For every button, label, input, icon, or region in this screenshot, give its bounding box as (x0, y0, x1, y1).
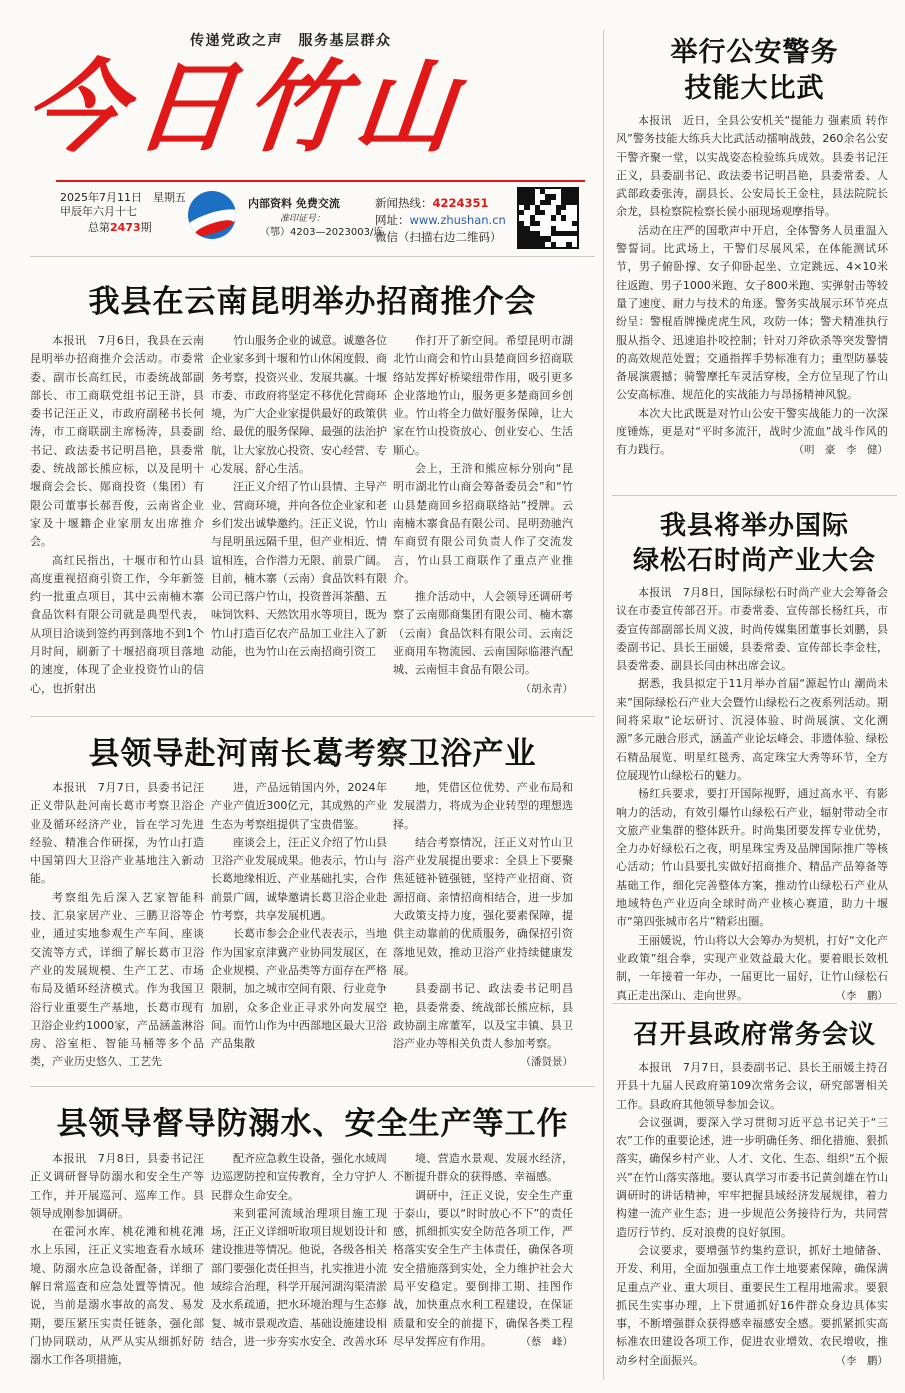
divider (30, 1086, 595, 1087)
article-2-title: 县领导赴河南长葛考察卫浴产业 (88, 736, 537, 772)
divider (30, 256, 595, 257)
news-hotline: 新闻热线：4224351 (375, 196, 489, 210)
article-2-col-2 (211, 779, 387, 1053)
website[interactable]: 网址：www.zhushan.cn (375, 213, 506, 227)
right-article-3-body (616, 1059, 888, 1370)
masthead-rule (56, 180, 585, 182)
paragraph: 座谈会上，汪正义介绍了竹山县卫浴产业发展成果。他表示，竹山与长葛地缘相近、产业基础扎实，合作前景广阔，诚挚邀请长葛卫浴企业赴竹考察，共享发展机遇。 (211, 835, 387, 923)
paragraph: 高红民指出，十堰市和竹山县高度重视招商引资工作，今年新签约一批重点项目，其中云南楠木寨食品饮料有限公司就是典型代表，从项目洽谈到签约再到落地不到1个月时间，刷新了十堰招商项目落地的速度，体现了企业投资竹山的信心，也折射出 (30, 553, 204, 695)
paragraph: 本报讯 近日，全县公安机关“提能力 强素质 转作风”警务技能大练兵大比武活动擂响战鼓，260余名公安干警齐聚一堂，以实战姿态检验练兵成效。县委书记汪正义，县委副书记、政法委书记明昌艳，县委常委、人武部政委张涛，副县长、公安局长王金柱，县法院院长余龙，县检察院检察长侯小丽现场观摩指导。 (616, 114, 888, 219)
divider (612, 495, 897, 496)
permit-number: （鄂）4203—2023003/连 (260, 227, 384, 238)
paragraph: 结合考察情况，汪正义对竹山卫浴产业发展提出要求：全县上下要聚焦延链补链强链，坚持产业招商、资源招商、亲情招商相结合，进一步加大政策支持力度，强化要素保障，提供主动靠前的优质服务，确保招引资落地见效，推动卫浴产业持续健康发展。 (393, 835, 573, 977)
column-divider (603, 30, 604, 1380)
paragraph: 本次大比武既是对竹山公安干警实战能力的一次深度锤炼，更是对“平时多流汗，战时少流血”战斗作风的有力践行。 （明 豪 李 健） (616, 405, 888, 460)
paragraph: 本报讯 7月7日，县委副书记、县长王丽媛主持召开县十九届人民政府第109次常务会议，研究部署相关工作。县政府其他领导参加会议。 (616, 1061, 888, 1111)
issue-lunar-date: 甲辰年六月十七 (60, 205, 137, 218)
masthead-logo-title: 今日竹山 (18, 48, 472, 166)
article-3-col-3 (393, 1150, 573, 1351)
article-2-col-1 (30, 779, 204, 1072)
paragraph: 据悉，我县拟定于11月举办首届“源起竹山 潮尚未来”国际绿松石产业大会暨竹山绿松石之夜系列活动。期间将采取“论坛研讨、沉浸体验、时尚展演、文化溯源”多元融合形式，涵盖产业论坛峰会、非遗体验、绿松石精品展览、明星红毯秀、高定珠宝大秀等环节，全方位展现竹山绿松石的魅力。 (616, 677, 888, 782)
article-3-col-2 (211, 1150, 387, 1351)
wechat-label: 微信（扫描右边二维码） (375, 230, 502, 244)
paragraph: 本报讯 7月6日，我县在云南昆明举办招商推介会活动。市委常委、副市长高红民，市委统战部副部长、市工商联党组书记王浒，县委书记汪正义，市政府副秘书长何涛，市工商联副主席杨涛，县委副书记、政法委书记明昌艳，县委常委、统战部长熊应标，以及昆明十堰商会会长、郧商投资（集团）有限公司董事长郝吾俊，云南省企业家及十堰籍企业家朋友出席推介会。 (30, 334, 204, 549)
right-article-1-body (616, 112, 888, 460)
paragraph: 境、营造水景观、发展水经济，不断提升群众的获得感、幸福感。 (393, 1152, 573, 1184)
paragraph: 县委副书记、政法委书记明昌艳，县委常委、统战部长熊应标，县政协副主席董军，以及宝丰镇、县卫浴产业办等相关负责人参加考察。 （潘贤景） (393, 980, 573, 1053)
right-article-1-title-line-1: 举行公安警务 (670, 37, 839, 68)
internal-material-label: 内部资料 免费交流 (248, 197, 340, 210)
divider (612, 1003, 897, 1004)
byline: （潘贤景） (520, 1056, 573, 1069)
article-3-title: 县领导督导防溺水、安全生产等工作 (56, 1106, 569, 1142)
issue-number-value: 2473 (110, 221, 141, 234)
article-1-col-1 (30, 332, 204, 698)
right-article-2-body (616, 584, 888, 1005)
paragraph: 杨红兵要求，要打开国际视野，通过高水平、有影响力的活动，有效引爆竹山绿松石产业，辐射带动全市文旅产业集群的整体跃升。时尚集团要发挥专业优势，全力办好绿松石之夜，明星珠宝秀及品牌国际推广等核心活动；竹山县要扎实做好招商推介、精品产品筹备等基础工作，细化完善整体方案，推动竹山绿松石产业从地域特色产业迈向全球时尚产业核心赛道，助力十堰市“第四张城市名片”精彩出圈。 (616, 787, 888, 929)
article-1-title: 我县在云南昆明举办招商推介会 (88, 284, 537, 320)
paragraph: 会议强调，要深入学习贯彻习近平总书记关于“三农”工作的重要论述，进一步明确任务、细化措施、狠抓落实，确保乡村产业、人才、文化、生态、组织“五个振兴”在竹山落实落地。要认真学习市委书记黄剑雄在竹山调研时的讲话精神，牢牢把握县域经济发展规律，着力构建一流产业生态；进一步规范公务接待行为，共同营造厉行节约、反对浪费的良好氛围。 (616, 1115, 888, 1239)
paragraph: 推介活动中，人会领导还调研考察了云南郧商集团有限公司、楠木寨（云南）食品饮料有限公司、云南泛亚商用车物流园、云南国际临港汽配城、云南恒丰食品有限公司。 （胡永青） (393, 588, 573, 679)
paragraph: 来到霍河流域治理项目施工现场，汪正义详细听取项目规划设计和建设推进等情况。他说，各级各相关部门要强化责任担当，扎实推进小流域综合治理，科学开展河湖沟渠清淤及水系疏通，把水环境治理与生态修复、城市景观改造、基础设施建设相结合，进一步夯实水安全、改善水环 (211, 1206, 387, 1348)
masthead-slogan: 传递党政之声 服务基层群众 (190, 33, 392, 49)
paragraph: 王丽媛说，竹山将以大会筹办为契机，打好“文化产业政策”组合拳，实现产业效益最大化。要着眼长效机制，一年接着一年办，一届更比一届好，让竹山绿松石真正走出深山、走向世界。 （李 鹏） (616, 932, 888, 1005)
paragraph: 本报讯 7月8日，县委书记汪正义调研督导防溺水和安全生产等工作，并开展巡河、巡库工作。县领导成刚参加调研。 (30, 1152, 204, 1220)
paragraph: 本报讯 7月7日，县委书记汪正义带队赴河南长葛市考察卫浴企业及循环经济产业，旨在学习先进经验、精准合作研探，为竹山打造中国第四大卫浴产业基地注入新动能。 (30, 781, 204, 886)
paragraph: 活动在庄严的国歌声中开启，全体警务人员重温入警誓词。比武场上，干警们尽展风采，在体能测试环节，男子俯卧撑、女子仰卧起坐、立定跳远、4×10米往返跑、男子1000米跑、女子800米跑、实弹射击等较量了速度、耐力与技术的角逐。警务实战展示环节亮点纷呈：警棍盾牌操虎虎生风，攻防一体；警犬精准执行服从指令、迅速追扑咬控制；针对刀斧砍杀等突发警情的高效规范处置；交通指挥手势标准有力；重型防暴装备展演震撼；骑警摩托车灵活穿梭，全方位呈现了竹山公安高标准、规范化的实战能力与昂扬精神风貌。 (616, 223, 888, 402)
right-article-3-title: 召开县政府常务会议 (632, 1020, 876, 1050)
paragraph: 竹山服务企业的诚意。诚邀各位企业家多到十堰和竹山休闲度假、商务考察，投资兴业、发展共赢。十堰市委、市政府将坚定不移优化营商环境，为广大企业家提供最好的政策供给、最优的服务保障、最强的法治护航，让大家放心投资、安心经营、专心发展、舒心生活。 (211, 334, 387, 476)
paragraph: 会议要求，要增强节约集约意识，抓好土地储备、开发、利用，全面加强重点工作土地要素保障，确保满足重点产业、重大项目、重要民生工程用地需求。要狠抓民生实事办理，上下贯通抓好16件群众身边具体实事，不断增强群众获得感幸福感安全感。要抓紧抓实高标准农田建设各项工作，促进农业增效、农民增收，推动乡村全面振兴。 （李 鹏） (616, 1242, 888, 1370)
paragraph: 作打开了新空间。希望昆明市湖北竹山商会和竹山县楚商回乡招商联络站发挥好桥梁纽带作用，吸引更多企业落地竹山，服务更多楚商回乡创业。竹山将全力做好服务保障，让大家在竹山投资放心、创业安心、生活顺心。 (393, 334, 573, 457)
paragraph: 地，凭借区位优势、产业布局和发展潜力，将成为企业转型的理想选择。 (393, 781, 573, 831)
paragraph: 考察组先后深入艺家智能科技、汇泉家居产业、三鹏卫浴等企业，通过实地参观生产车间、座谈交流等方式，详细了解长葛市卫浴产业的发展规模、生产工艺、市场布局及循环经济模式。作为我国卫浴行业重要生产基地，长葛市现有卫浴企业约1000家，产品涵盖淋浴房、浴室柜、智能马桶等多个品类，产业历史悠久、工艺先 (30, 890, 204, 1069)
byline: （胡永青） (520, 682, 573, 695)
paragraph: 长葛市参会企业代表表示，当地作为国家京津冀产业协同发展区，在企业规模、产业品类等方面存在严格限制，加之城市空间有限、行业竞争加剧，众多企业正寻求外向发展空间。而竹山作为中西部地区最大卫浴产品集散 (211, 927, 387, 1051)
byline: （明 豪 李 健） (793, 444, 888, 457)
issue-number: 总第2473期 (88, 221, 152, 234)
paragraph: 本报讯 7月8日，国际绿松石时尚产业大会筹备会议在市委宣传部召开。市委常委、宣传部长杨红兵，市委宣传部副部长周义波，时尚传媒集团董事长刘鹏，县委副书记、县长王丽媛，县委常委、宣传部长李金柱，县委常委、副县长闫由林出席会议。 (616, 586, 888, 673)
paragraph: 配齐应急救生设备，强化水域周边巡逻防控和宣传教育，全力守护人民群众生命安全。 (211, 1152, 387, 1202)
right-article-2-title-line-1: 我县将举办国际 (659, 511, 849, 541)
article-1-col-3 (393, 332, 573, 698)
divider (30, 716, 595, 717)
article-1-col-2 (211, 332, 387, 661)
byline: （李 鹏） (835, 989, 888, 1002)
paragraph: 会上，王浒和熊应标分别向“昆明市湖北竹山商会筹备委员会”和“竹山县楚商回乡招商联络站”授牌。云南楠木寨食品有限公司、昆明劲驰汽车商贸有限公司负责人作了交流发言，竹山县工商联作了重点产业推介。 (393, 462, 573, 585)
byline: （蔡 峰） (520, 1335, 573, 1348)
issue-date: 2025年7月11日 星期五 (60, 191, 186, 204)
permit-label: 准印证号： (280, 214, 326, 224)
wechat-qr-code-icon[interactable] (517, 187, 579, 249)
article-3-col-1 (30, 1150, 204, 1370)
article-2-col-3 (393, 779, 573, 1072)
paragraph: 调研中，汪正义说，安全生产重于泰山，要以“时时放心不下”的责任感，抓细抓实安全防范各项工作，严格落实安全生产主体责任，确保各项安全措施落到实处，全力维护社会大局平安稳定。要倒排工期、挂图作战，加快重点水利工程建设，在保证质量和安全的前提下，确保各类工程尽早发挥应有作用。 （蔡 峰） (393, 1187, 573, 1352)
paragraph: 进，产品远销国内外，2024年产业产值近300亿元，其成熟的产业生态为考察组提供了宝贵借鉴。 (211, 781, 387, 831)
right-article-1-title-line-2: 技能大比武 (684, 73, 825, 104)
byline: （李 鹏） (835, 1354, 888, 1367)
right-article-2-title-line-2: 绿松石时尚产业大会 (632, 546, 876, 576)
paragraph: 在霍河水库、桃花滩和桃花滩水上乐园，汪正义实地查看水域环境、防溺水应急设备配备，详细了解日常巡查和应急处置等情况。他说，当前是溺水事故的高发、易发期，要压紧压实责任链条，强化部门协同联动，从严从实从细抓好防溺水工作各项措施， (30, 1225, 204, 1367)
county-emblem-icon (188, 191, 236, 239)
paragraph: 汪正义介绍了竹山县情、主导产业、营商环境，并向各位企业家和老乡们发出诚挚邀约。汪正义说，竹山与昆明虽远隔千里，但产业相近、情谊相连，合作潜力无限、前景广阔。目前，楠木寨（云南）食品饮料有限公司已落户竹山，投资普洱茶醋、五味饲饮料、天然饮用水等项目，既为竹山打造百亿农产品加工业注入了新动能，也为竹山在云南招商引资工 (211, 480, 387, 659)
